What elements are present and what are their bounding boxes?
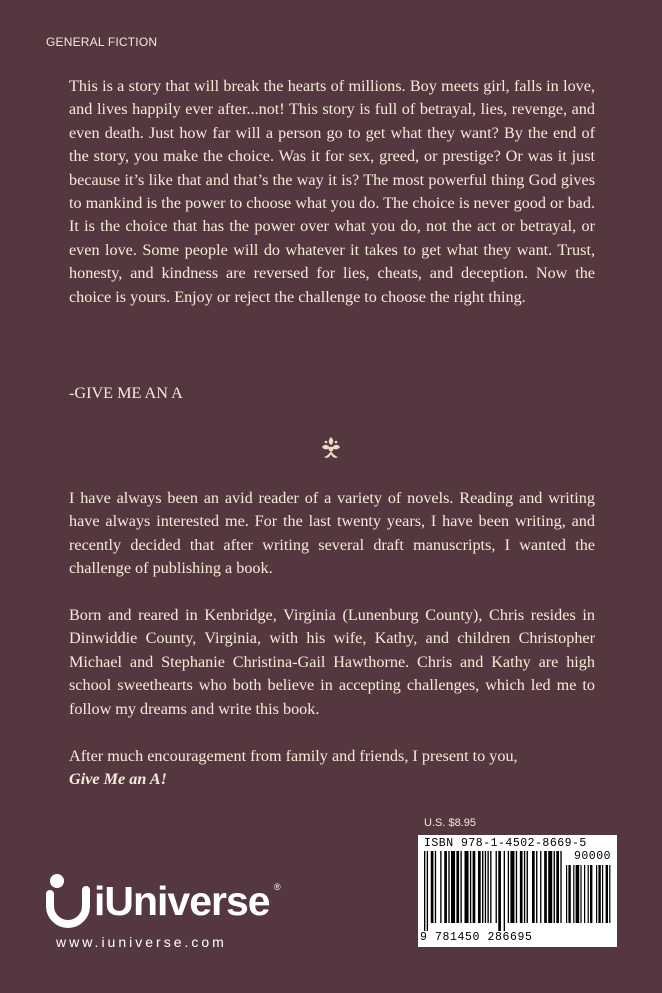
barcode-bar (540, 851, 541, 923)
barcode-bar (470, 851, 471, 923)
barcode-bar (473, 851, 476, 923)
isbn-barcode (418, 835, 617, 947)
barcode-bar (478, 851, 481, 923)
bio-paragraph-2: Born and reared in Kenbridge, Virginia (Lunenburg County), Chris resides in Dinwiddie County, Virginia, with his wife, Kathy, and children Christopher Michael and Stephanie Christina-Gail Hawthorne. Chris and Kathy are high school sweethearts who both believe in accepting challenges, which led me to follow my dreams and write this book. (69, 606, 595, 718)
barcode-bar (448, 851, 449, 923)
barcode-bar (590, 865, 592, 923)
publisher-website: www.iuniverse.com (56, 934, 227, 950)
barcode-bar (508, 851, 509, 923)
barcode-bar (510, 851, 514, 923)
barcode-bar (596, 865, 597, 923)
price-addon-code: 90000 (573, 850, 611, 863)
book-title: Give Me an A! (69, 770, 167, 789)
barcode-bar (487, 851, 488, 923)
barcode-bar (536, 851, 537, 923)
publisher-logo-text: iUniverse (94, 878, 270, 924)
barcode-bar (485, 851, 486, 923)
barcode-bar (532, 851, 535, 923)
barcode-bar (520, 851, 523, 923)
barcode-bar (544, 851, 547, 923)
barcode-bar (554, 851, 555, 923)
barcode-bar (606, 865, 608, 923)
barcode-bar (588, 865, 589, 923)
barcode-bar (451, 851, 455, 923)
barcode-bar (573, 865, 574, 923)
bio-paragraph-1: I have always been an avid reader of a variety of novels. Reading and writing have always interested me. For the last twenty years, I have been writing, and recently decided that after writing several draft manuscripts, I wanted the challenge of publishing a book. (69, 489, 595, 578)
barcode-bar (568, 865, 570, 923)
barcode-bar (527, 851, 528, 923)
fleuron-ornament-icon (318, 435, 344, 463)
ean-digits: 9 781450 286695 (420, 931, 533, 944)
barcode-bar (444, 851, 447, 923)
barcode-bar (496, 851, 497, 923)
barcode-bar (504, 851, 505, 931)
barcode-bar (424, 851, 425, 931)
barcode-bar (498, 851, 501, 931)
barcode-bar (548, 851, 552, 923)
barcode-bar (456, 851, 459, 923)
barcode-bar (576, 865, 580, 923)
registered-mark: ® (274, 882, 281, 892)
barcode-bar (516, 851, 517, 923)
barcode-bar (560, 851, 561, 923)
barcode-bar (490, 851, 491, 923)
addon-barcode-bars (566, 865, 612, 931)
barcode-bar (482, 851, 483, 923)
price-label: U.S. $8.95 (424, 817, 476, 829)
barcode-bar (440, 851, 441, 923)
barcode-bar (435, 851, 436, 923)
barcode-bar (460, 851, 461, 923)
book-blurb: This is a story that will break the hearts of millions. Boy meets girl, falls in love, and lives happily ever after...not! This story is full of betrayal, lies, revenge, and even death. Just how far will a person go to get what they want? By the end of the story, you make the choice. Was it for sex, greed, or prestige? Or was it just because it’s like that and that’s the way it is? The most powerful thing God gives to mankind is the power to choose what you do. The choice is never good or bad. It is the choice that has the power over what you do, not the act or betrayal, or even love. Some people will do whatever it takes to get what they want. Trust, honesty, and kindness are reversed for lies, cheats, and deception. Now the choice is yours. Enjoy or reject the challenge to choose the right thing. (69, 77, 595, 306)
barcode-bar (602, 865, 603, 923)
barcode-bar (427, 851, 428, 931)
barcode-bar (584, 865, 585, 923)
barcode-bar (598, 865, 600, 923)
blurb-signoff: -GIVE ME AN A (69, 384, 183, 402)
barcode-bar (580, 865, 581, 923)
barcode-bar (431, 851, 434, 923)
barcode-bar (566, 865, 567, 923)
barcode-bar (556, 851, 559, 923)
ean-barcode-bars (424, 851, 562, 931)
bio-closing-text: After much encouragement from family and friends, I present to you, (69, 747, 518, 765)
bio-paragraph-3 (69, 745, 595, 792)
iuniverse-logo-icon (44, 872, 92, 930)
barcode-bar (524, 851, 525, 923)
barcode-bar (465, 851, 469, 923)
isbn-number: ISBN 978-1-4502-8669-5 (424, 837, 587, 850)
barcode-bar (609, 865, 610, 923)
genre-label: GENERAL FICTION (46, 35, 158, 49)
